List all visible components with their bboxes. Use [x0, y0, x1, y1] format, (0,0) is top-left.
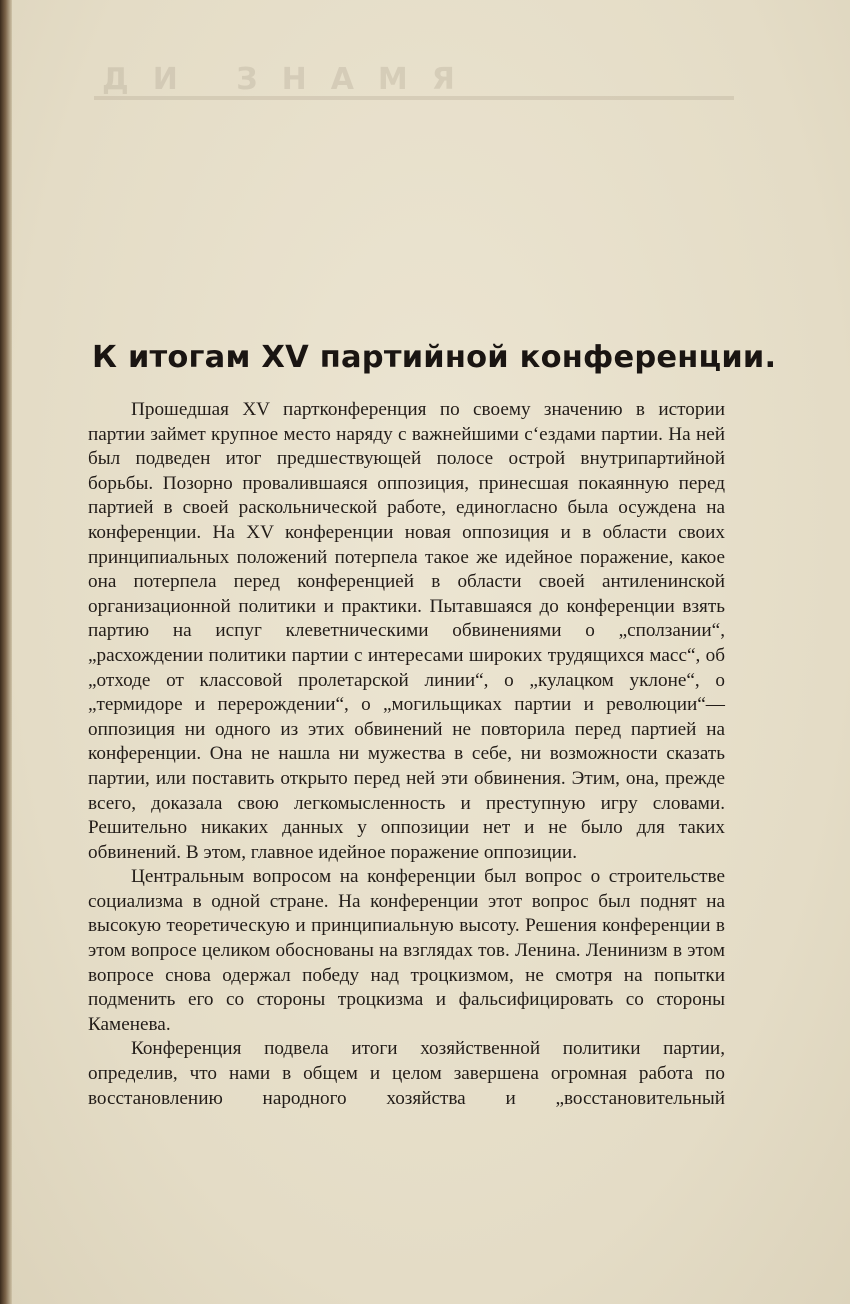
paragraph-3: Конференция подвела итоги хозяйственной политики партии, определив, что нами в общем и целом завершена огромная работа по восстановлению народного хозяйства и „восстановительный [88, 1038, 725, 1109]
paragraph-1: Прошедшая XV партконференция по своему значению в истории партии займет крупное место наряду с важнейшими с‘ездами партии. На ней был подведен итог предшествующей полосе острой внутрипартийной борьбы. Позорно провалившаяся оппозиция, принесшая покаянную перед партией в своей раскольнической работе, единогласно была осуждена на конференции. На XV конференции новая оппозиция и в области своих принципиальных положений потерпела такое же идейное поражение, какое она потерпела перед конференцией в области своей антиленинской организационной политики и практики. Пытавшаяся до конференции взять партию на испуг клеветническими обвинениями о „сползании“, „расхождении политики партии с интересами широких трудящихся масс“, об „отходе от классовой пролетарской линии“, о „кулацком уклоне“, о „термидоре и перерождении“, о „могильщиках партии и революции“—оппозиция ни одного из этих обвинений не повторила перед партией на конференции. Она не нашла ни мужества в себе, ни возможности сказать партии, или поставить открыто перед ней эти обвинения. Этим, она, прежде всего, доказала свою легкомысленность и преступную игру словами. Решительно никаких данных у оппозиции нет и не было для таких обвинений. В этом, главное идейное поражение оппозиции. [88, 399, 725, 863]
article-body [88, 398, 725, 1111]
bleed-through-rule [94, 96, 734, 100]
paragraph-2: Центральным вопросом на конференции был вопрос о строительстве социализма в одной стране. На конференции этот вопрос был поднят на высокую теоретическую и принципиальную высоту. Решения конференции в этом вопросе целиком обоснованы на взглядах тов. Ленина. Ленинизм в этом вопросе снова одержал победу над троцкизмом, не смотря на попытки подменить его со стороны троцкизма и фальсифицировать со стороны Каменева. [88, 866, 725, 1035]
page-binding-edge [0, 0, 12, 1304]
article-title: К итогам XV партийной конференции. [92, 340, 777, 375]
bleed-through-header: ДИ ЗНАМЯ [102, 62, 479, 97]
